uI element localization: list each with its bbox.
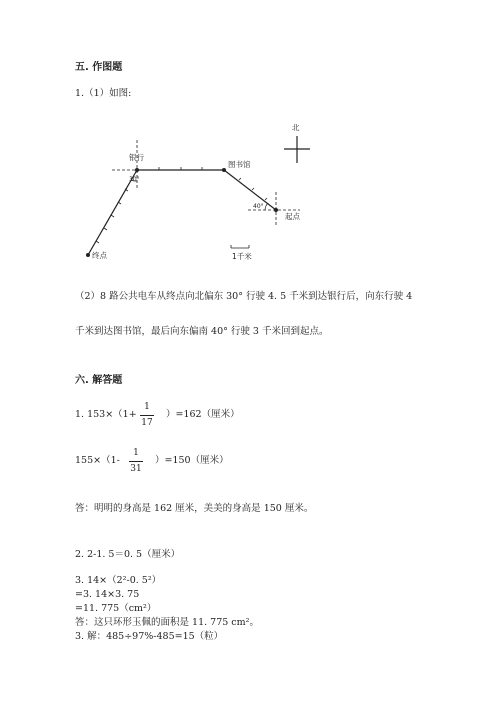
question-3-line2: =3. 14×3. 75 <box>75 589 140 600</box>
north-compass-icon <box>284 136 310 163</box>
question-3-line1: 3. 14×（2²-0. 5²） <box>75 575 162 586</box>
route-library-to-start <box>224 170 276 210</box>
angle-arc-40 <box>265 203 268 210</box>
question-2: 2. 2-1. 5＝0. 5（厘米） <box>75 549 181 560</box>
end-label: 终点 <box>92 251 107 260</box>
calc-2-suffix: ）=150（厘米） <box>155 455 229 466</box>
fraction-1-17 <box>140 402 154 429</box>
question-1-intro: 1.（1）如图: <box>75 88 132 99</box>
question-3b: 3. 解：485÷97%-485=15（粒） <box>75 631 224 642</box>
calc-1-prefix: 1. 153×（1+ <box>75 409 137 420</box>
question-1-part2-line2: 千米到达图书馆，最后向东偏南 40° 行驶 3 千米回到起点。 <box>75 326 329 337</box>
library-point <box>222 168 226 172</box>
calc-2-prefix: 155×（1- <box>75 455 120 466</box>
fraction-numerator: 1 <box>129 448 143 462</box>
scale-label: 1千米 <box>232 252 252 261</box>
fraction-denominator: 31 <box>130 464 142 474</box>
north-label: 北 <box>292 123 300 132</box>
library-label: 图书馆 <box>228 160 251 169</box>
scale-bar <box>231 245 249 248</box>
answer-3: 答：这只环形玉佩的面积是 11. 775 cm²。 <box>75 617 259 628</box>
section-title-6: 六. 解答题 <box>75 375 123 386</box>
bank-point <box>135 168 139 172</box>
angle-30-label: 30° <box>129 176 140 183</box>
end-point <box>86 253 90 257</box>
fraction-1-31 <box>129 448 143 475</box>
question-1-part2-line1: （2）8 路公共电车从终点向北偏东 30° 行驶 4. 5 千米到达银行后，向东行驶 4 <box>75 291 413 302</box>
start-label: 起点 <box>285 212 300 221</box>
calc-1-suffix: ）=162（厘米） <box>166 409 240 420</box>
fraction-numerator: 1 <box>140 402 154 416</box>
bank-label: 银行 <box>129 153 144 162</box>
answer-1: 答：明明的身高是 162 厘米，美美的身高是 150 厘米。 <box>75 503 314 514</box>
start-point <box>274 208 278 212</box>
question-3-line3: =11. 775（cm²） <box>75 603 157 614</box>
route-tick-marks <box>96 167 267 243</box>
angle-40-label: 40° <box>253 203 264 210</box>
fraction-denominator: 17 <box>141 418 153 428</box>
section-title-5: 五. 作图题 <box>75 62 123 73</box>
